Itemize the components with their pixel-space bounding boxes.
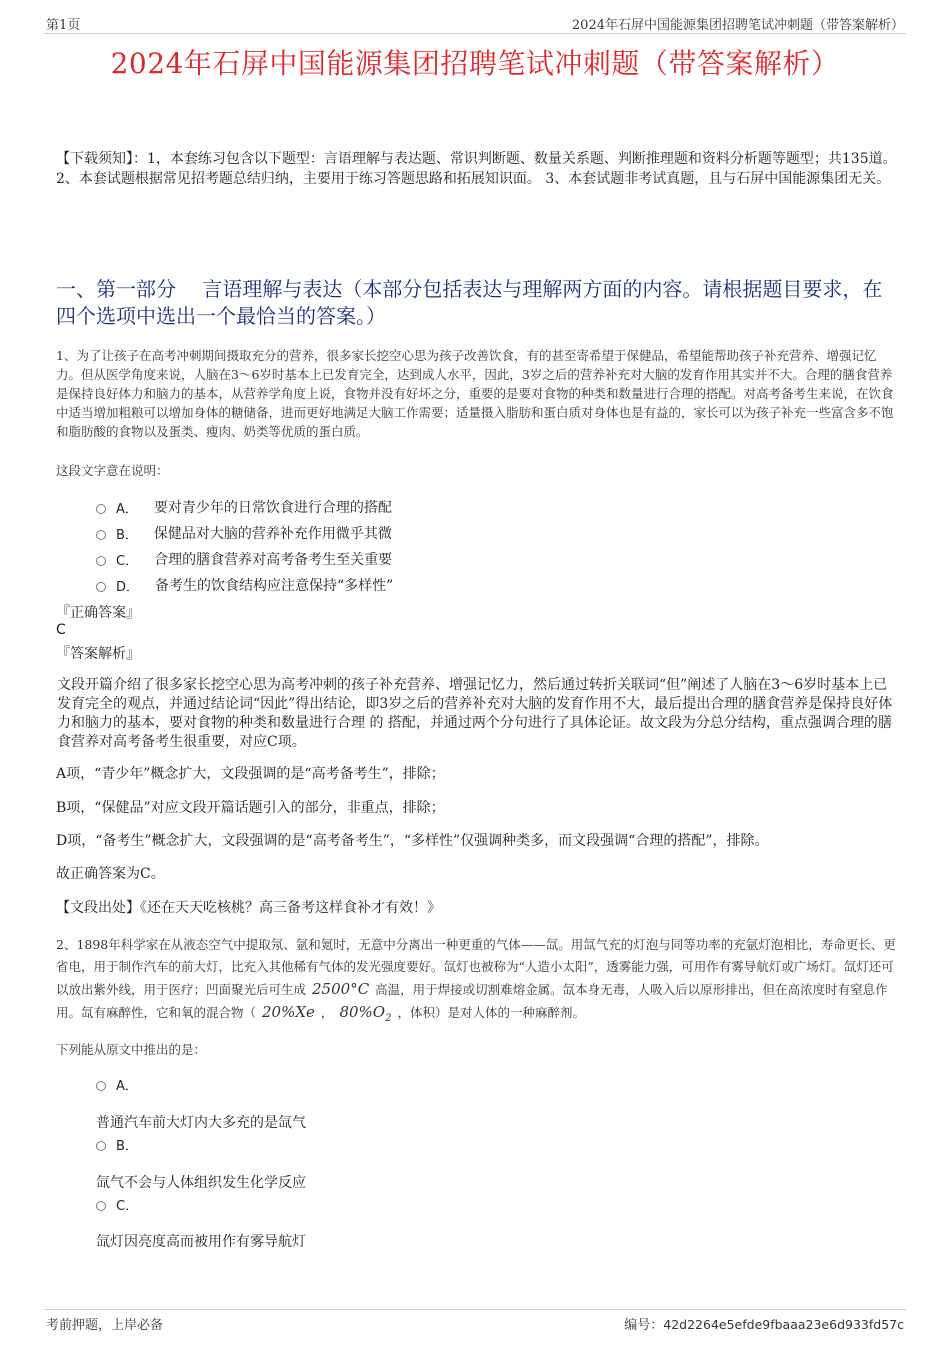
oxygen-fraction-base: 80%O <box>339 1003 386 1021</box>
q1-option-c[interactable] <box>96 549 392 569</box>
option-text: 合理的膳食营养对高考备考生至关重要 <box>154 552 393 568</box>
option-text: 备考生的饮食结构应注意保持“多样性” <box>155 578 394 594</box>
analysis-option-a: A项，“青少年”概念扩大，文段强调的是“高考备考生”，排除； <box>56 766 445 782</box>
document-title: 2024年石屏中国能源集团招聘笔试冲刺题（带答案解析） <box>110 47 840 80</box>
q2-option-b-text: 氙气不会与人体组织发生化学反应 <box>96 1175 306 1191</box>
q2-option-a-text: 普通汽车前大灯内大多充的是氙气 <box>96 1115 306 1131</box>
question-2-text <box>56 934 901 1030</box>
question-2-prompt: 下列能从原文中推出的是： <box>56 1042 207 1057</box>
text-source: 【文段出处】《还在天天吃核桃？高三备考这样食补才有效！》 <box>56 900 441 916</box>
q1-option-a[interactable] <box>96 497 392 517</box>
option-label: C． <box>116 553 139 569</box>
option-text: 要对青少年的日常饮食进行合理的搭配 <box>153 500 392 516</box>
option-label: D． <box>116 579 140 595</box>
temperature-formula: 2500°C <box>312 980 370 998</box>
formula-separator: ， <box>320 1005 334 1020</box>
q2-option-b[interactable] <box>96 1135 154 1154</box>
document-id-code: 42d2264e5efde9fbaaa23e6d933fd57c <box>663 1317 904 1332</box>
correct-answer: C <box>56 622 66 638</box>
q2-text-part2: 高温，用于焊接或切割难熔金属。氙本身无毒，人吸入后以原形排出，但在高浓度时有窒息作用。氙有麻醉性，它和氧的混合物（ <box>56 982 888 1020</box>
q2-text-part3: ，体积）是对人体的一种麻醉剂。 <box>397 1005 585 1020</box>
option-label: A． <box>116 1079 138 1094</box>
q2-text-part1: 2、1898年科学家在从液态空气中提取氖、氩和氪时，无意中分离出一种更重的气体——氙。用氙气充的灯泡与同等功率的充氩灯泡相比，寿命更长、更省电，用于制作汽车的前大灯，比充入其他稀有气体的发光强度要好。氙灯也被称为“人造小太阳”，透雾能力强，可用作有雾导航灯或广场灯。氙灯还可以放出紫外线，用于医疗；凹面聚光后可生成 <box>56 937 896 997</box>
radio-icon[interactable] <box>96 504 106 514</box>
oxygen-fraction-formula <box>339 1003 392 1024</box>
section-heading: 一、第一部分 言语理解与表达（本部分包括表达与理解两方面的内容。请根据题目要求，在四个选项中选出一个最恰当的答案。） <box>56 277 883 328</box>
page-number: 第1页 <box>46 18 81 33</box>
option-text: 保健品对大脑的营养补充作用微乎其微 <box>153 526 392 542</box>
radio-icon[interactable] <box>96 1081 106 1091</box>
q1-option-d[interactable] <box>96 575 393 595</box>
analysis-heading: 『答案解析』 <box>56 646 140 662</box>
option-label: B． <box>116 1139 138 1154</box>
oxygen-subscript: 2 <box>385 1013 392 1024</box>
radio-icon[interactable] <box>96 556 106 566</box>
running-header-title: 2024年石屏中国能源集团招聘笔试冲刺题（带答案解析） <box>571 18 904 33</box>
document-id <box>624 1314 904 1333</box>
radio-icon[interactable] <box>96 582 106 592</box>
option-label: B． <box>116 527 138 543</box>
header-divider <box>44 33 906 34</box>
analysis-option-d: D项，“备考生”概念扩大，文段强调的是“高考备考生”，“多样性”仅强调种类多，而文段强调“合理的搭配”，排除。 <box>56 833 769 849</box>
radio-icon[interactable] <box>96 1201 106 1211</box>
q1-option-b[interactable] <box>96 523 392 543</box>
analysis-option-b: B项，“保健品”对应文段开篇话题引入的部分，非重点，排除； <box>56 800 445 816</box>
q2-option-a[interactable] <box>96 1075 154 1094</box>
q2-option-c[interactable] <box>96 1195 154 1214</box>
radio-icon[interactable] <box>96 1141 106 1151</box>
download-notice: 【下载须知】：1，本套练习包含以下题型：言语理解与表达题、常识判断题、数量关系题、判断推理题和资料分析题等题型；共135道。 2、本套试题根据常见招考题总结归纳，主要用于练习答题思路和拓展知识面。 3、本套试题非考试真题，且与石屏中国能源集团无关。 <box>56 151 897 187</box>
option-label: C． <box>116 1199 139 1214</box>
xenon-fraction-formula: 20%Xe <box>262 1003 315 1021</box>
document-id-label: 编号： <box>624 1318 664 1333</box>
analysis-conclusion: 故正确答案为C。 <box>56 866 165 882</box>
option-label: A． <box>116 501 138 517</box>
footer-divider <box>44 1309 906 1310</box>
question-1-text: 1、为了让孩子在高考冲刺期间摄取充分的营养，很多家长挖空心思为孩子改善饮食，有的甚至寄希望于保健品，希望能帮助孩子补充营养、增强记忆力。但从医学角度来说，人脑在3～6岁时基本上已发育完全，达到成人水平，因此，3岁之后的营养补充对大脑的发育作用其实并不大。合理的膳食营养是保持良好体力和脑力的基本，从营养学角度上说，食物并没有好坏之分，重要的是要对食物的种类和数量进行合理的搭配。对高考备考生来说，在饮食中适当增加粗粮可以增加身体的糖储备，进而更好地满足大脑工作需要；适量摄入脂肪和蛋白质对身体也是有益的，家长可以为孩子补充一些富含多不饱和脂肪酸的食物以及蛋类、瘦肉、奶类等优质的蛋白质。 <box>56 348 894 439</box>
analysis-body: 文段开篇介绍了很多家长挖空心思为高考冲刺的孩子补充营养、增强记忆力，然后通过转折关联词“但”阐述了人脑在3～6岁时基本上已发育完全的观点，并通过结论词“因此”得出结论，即3岁之后的营养补充对大脑的发育作用不大，最后提出合理的膳食营养是保持良好体力和脑力的基本，要对食物的种类和数量进行合理 的 搭配，并通过两个分句进行了具体论证。故文段为分总分结构，重点强调合理的膳食营养对高考备考生很重要，对应C项。 <box>57 677 893 750</box>
footer-slogan: 考前押题，上岸必备 <box>46 1318 164 1333</box>
question-1-prompt: 这段文字意在说明： <box>56 463 169 478</box>
q2-option-c-text: 氙灯因亮度高而被用作有雾导航灯 <box>96 1234 306 1250</box>
radio-icon[interactable] <box>96 530 106 540</box>
answer-heading: 『正确答案』 <box>56 605 140 621</box>
